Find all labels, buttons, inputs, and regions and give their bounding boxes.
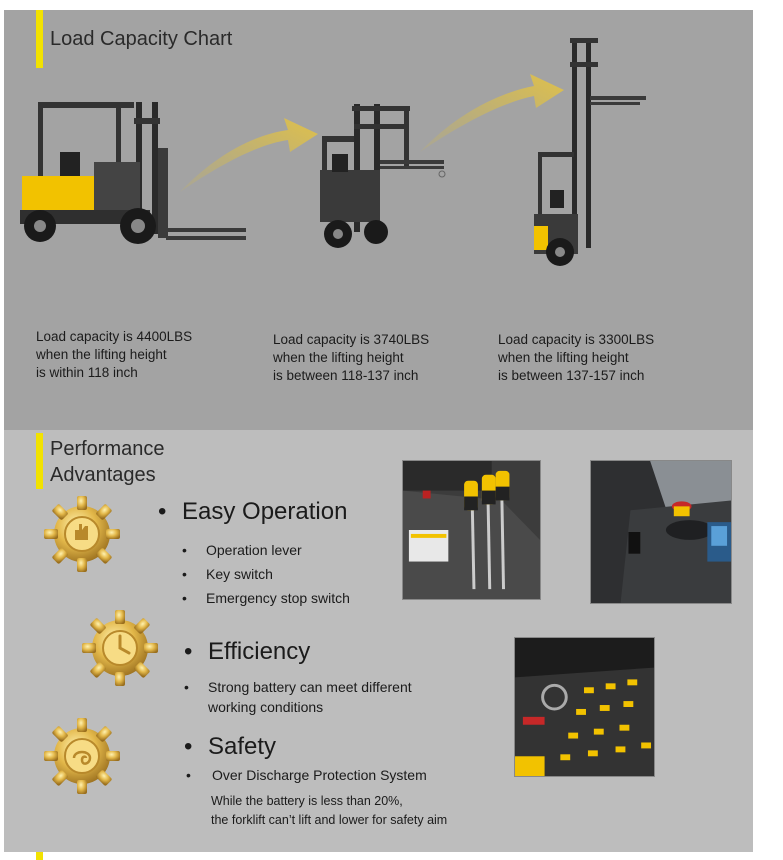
performance-title-line1: Performance bbox=[50, 438, 165, 460]
safety-heading bbox=[184, 732, 276, 762]
capacity-3-line1: Load capacity is 3300LBS bbox=[498, 332, 655, 347]
efficiency-heading bbox=[184, 637, 310, 667]
efficiency-item-line2: working conditions bbox=[208, 699, 324, 715]
bullet-dot: • bbox=[182, 566, 187, 582]
emergency-stop-text: Emergency stop switch bbox=[206, 590, 350, 606]
capacity-info-1 bbox=[36, 328, 192, 382]
efficiency-item-line1: Strong battery can meet different bbox=[208, 679, 412, 695]
capacity-info-2 bbox=[273, 331, 429, 385]
forklift-high-mast-image bbox=[530, 32, 650, 272]
capacity-2-line1: Load capacity is 3740LBS bbox=[273, 332, 430, 347]
bullet-dot: • bbox=[182, 590, 187, 606]
load-chart-title: Load Capacity Chart bbox=[50, 28, 233, 50]
bullet-dot: • bbox=[186, 767, 191, 783]
easy-operation-item-1 bbox=[182, 540, 302, 560]
safety-note bbox=[211, 792, 447, 830]
load-chart-accent-bar bbox=[36, 10, 43, 68]
capacity-info-3 bbox=[498, 331, 654, 385]
capacity-3-line3: is between 137-157 inch bbox=[498, 368, 645, 383]
capacity-1-line3: is within 118 inch bbox=[36, 365, 138, 380]
bullet-dot: • bbox=[184, 638, 193, 665]
capacity-1-line2: when the lifting height bbox=[36, 347, 167, 362]
battery-photo bbox=[514, 637, 655, 777]
capacity-2-line3: is between 118-137 inch bbox=[273, 368, 419, 383]
performance-title bbox=[50, 436, 165, 488]
easy-operation-item-3 bbox=[182, 588, 350, 608]
efficiency-title: Efficiency bbox=[208, 638, 311, 665]
bullet-dot: • bbox=[184, 733, 193, 760]
safety-note-line2: the forklift can’t lift and lower for safety aim bbox=[211, 813, 448, 827]
easy-operation-title: Easy Operation bbox=[182, 498, 348, 525]
efficiency-item bbox=[184, 677, 412, 697]
performance-title-line2: Advantages bbox=[50, 464, 156, 486]
efficiency-item-continued bbox=[208, 697, 323, 717]
safety-title: Safety bbox=[208, 733, 277, 760]
safety-note-line1: While the battery is less than 20%, bbox=[211, 794, 403, 808]
bullet-dot: • bbox=[184, 679, 189, 695]
over-discharge-text: Over Discharge Protection System bbox=[212, 767, 427, 783]
bullet-dot: • bbox=[182, 542, 187, 558]
gear-safety-icon bbox=[42, 716, 122, 796]
bullet-dot: • bbox=[158, 498, 167, 525]
transition-arrow-1 bbox=[178, 112, 320, 196]
gear-clock-icon bbox=[80, 608, 160, 688]
capacity-3-line2: when the lifting height bbox=[498, 350, 629, 365]
bottom-accent-stub bbox=[36, 852, 43, 860]
easy-operation-item-2 bbox=[182, 564, 273, 584]
gear-hand-icon bbox=[42, 494, 122, 574]
capacity-1-line1: Load capacity is 4400LBS bbox=[36, 329, 193, 344]
key-switch-text: Key switch bbox=[206, 566, 273, 582]
safety-item bbox=[186, 765, 427, 785]
performance-accent-bar bbox=[36, 433, 43, 489]
operation-lever-text: Operation lever bbox=[206, 542, 302, 558]
capacity-2-line2: when the lifting height bbox=[273, 350, 404, 365]
easy-operation-heading bbox=[158, 497, 347, 527]
operation-lever-photo bbox=[402, 460, 541, 600]
key-switch-photo bbox=[590, 460, 732, 604]
